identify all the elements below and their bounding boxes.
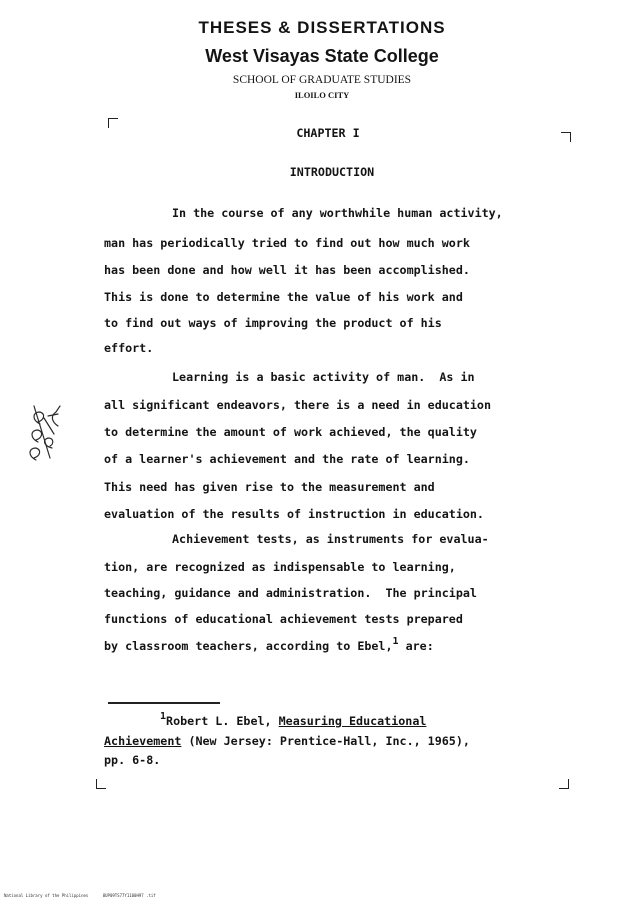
chapter-heading: CHAPTER I	[296, 126, 360, 140]
footnote-reference[interactable]: 1	[392, 636, 399, 647]
body-line: evaluation of the results of instruction in education.	[104, 507, 484, 521]
stamp-collection-label: THESES & DISSERTATIONS	[198, 18, 446, 37]
body-line: tion, are recognized as indispensable to learning,	[104, 560, 456, 574]
footnote-title-part1: Measuring Educational	[278, 714, 427, 728]
body-line: to determine the amount of work achieved, the quality	[104, 425, 477, 439]
body-line: of a learner's achievement and the rate of learning.	[104, 452, 470, 466]
body-line: effort.	[104, 341, 154, 355]
body-line: to find out ways of improving the product of his	[104, 316, 442, 330]
body-line-ending: are:	[405, 639, 434, 653]
footnote-line-2	[104, 734, 470, 748]
body-line-text-end	[399, 639, 434, 653]
body-line: has been done and how well it has been accomplished.	[104, 263, 470, 277]
footnote-author: Robert L. Ebel,	[166, 714, 279, 728]
body-line: teaching, guidance and administration. The principal	[104, 586, 477, 600]
body-line: functions of educational achievement tests prepared	[104, 612, 463, 626]
crop-mark-bottom-left	[96, 779, 106, 789]
body-line: Learning is a basic activity of man. As in	[172, 370, 475, 384]
crop-mark-bottom-right	[559, 779, 569, 789]
stamp-institution-name: West Visayas State College	[205, 46, 439, 66]
body-line: all significant endeavors, there is a need in education	[104, 398, 492, 412]
body-line: In the course of any worthwhile human activity,	[172, 206, 503, 220]
body-line: This is done to determine the value of his work and	[104, 290, 463, 304]
footnote-publication: (New Jersey: Prentice-Hall, Inc., 1965),	[181, 734, 470, 748]
body-line: man has periodically tried to find out how much work	[104, 236, 470, 250]
library-scan-footer: National Library of the Philippines 0UP09TS77Y1100H97 .tif	[4, 893, 156, 898]
footnote-line-1	[160, 711, 427, 728]
body-line: Achievement tests, as instruments for evalua-	[172, 532, 489, 546]
footnote-rule	[108, 702, 220, 704]
chapter-title: INTRODUCTION	[289, 165, 375, 179]
footnote-pages: pp. 6-8.	[104, 753, 161, 767]
body-line-text: by classroom teachers, according to Ebel,	[104, 639, 393, 653]
body-line: This need has given rise to the measurement and	[104, 480, 435, 494]
body-line-with-footnote-ref	[104, 636, 434, 653]
stamp-school-name: SCHOOL OF GRADUATE STUDIES	[232, 74, 412, 86]
footnote-title-part2: Achievement	[104, 734, 182, 748]
handwritten-call-number	[14, 398, 70, 462]
footnote-marker: 1	[160, 711, 167, 722]
stamp-city: ILOILO CITY	[294, 90, 350, 100]
